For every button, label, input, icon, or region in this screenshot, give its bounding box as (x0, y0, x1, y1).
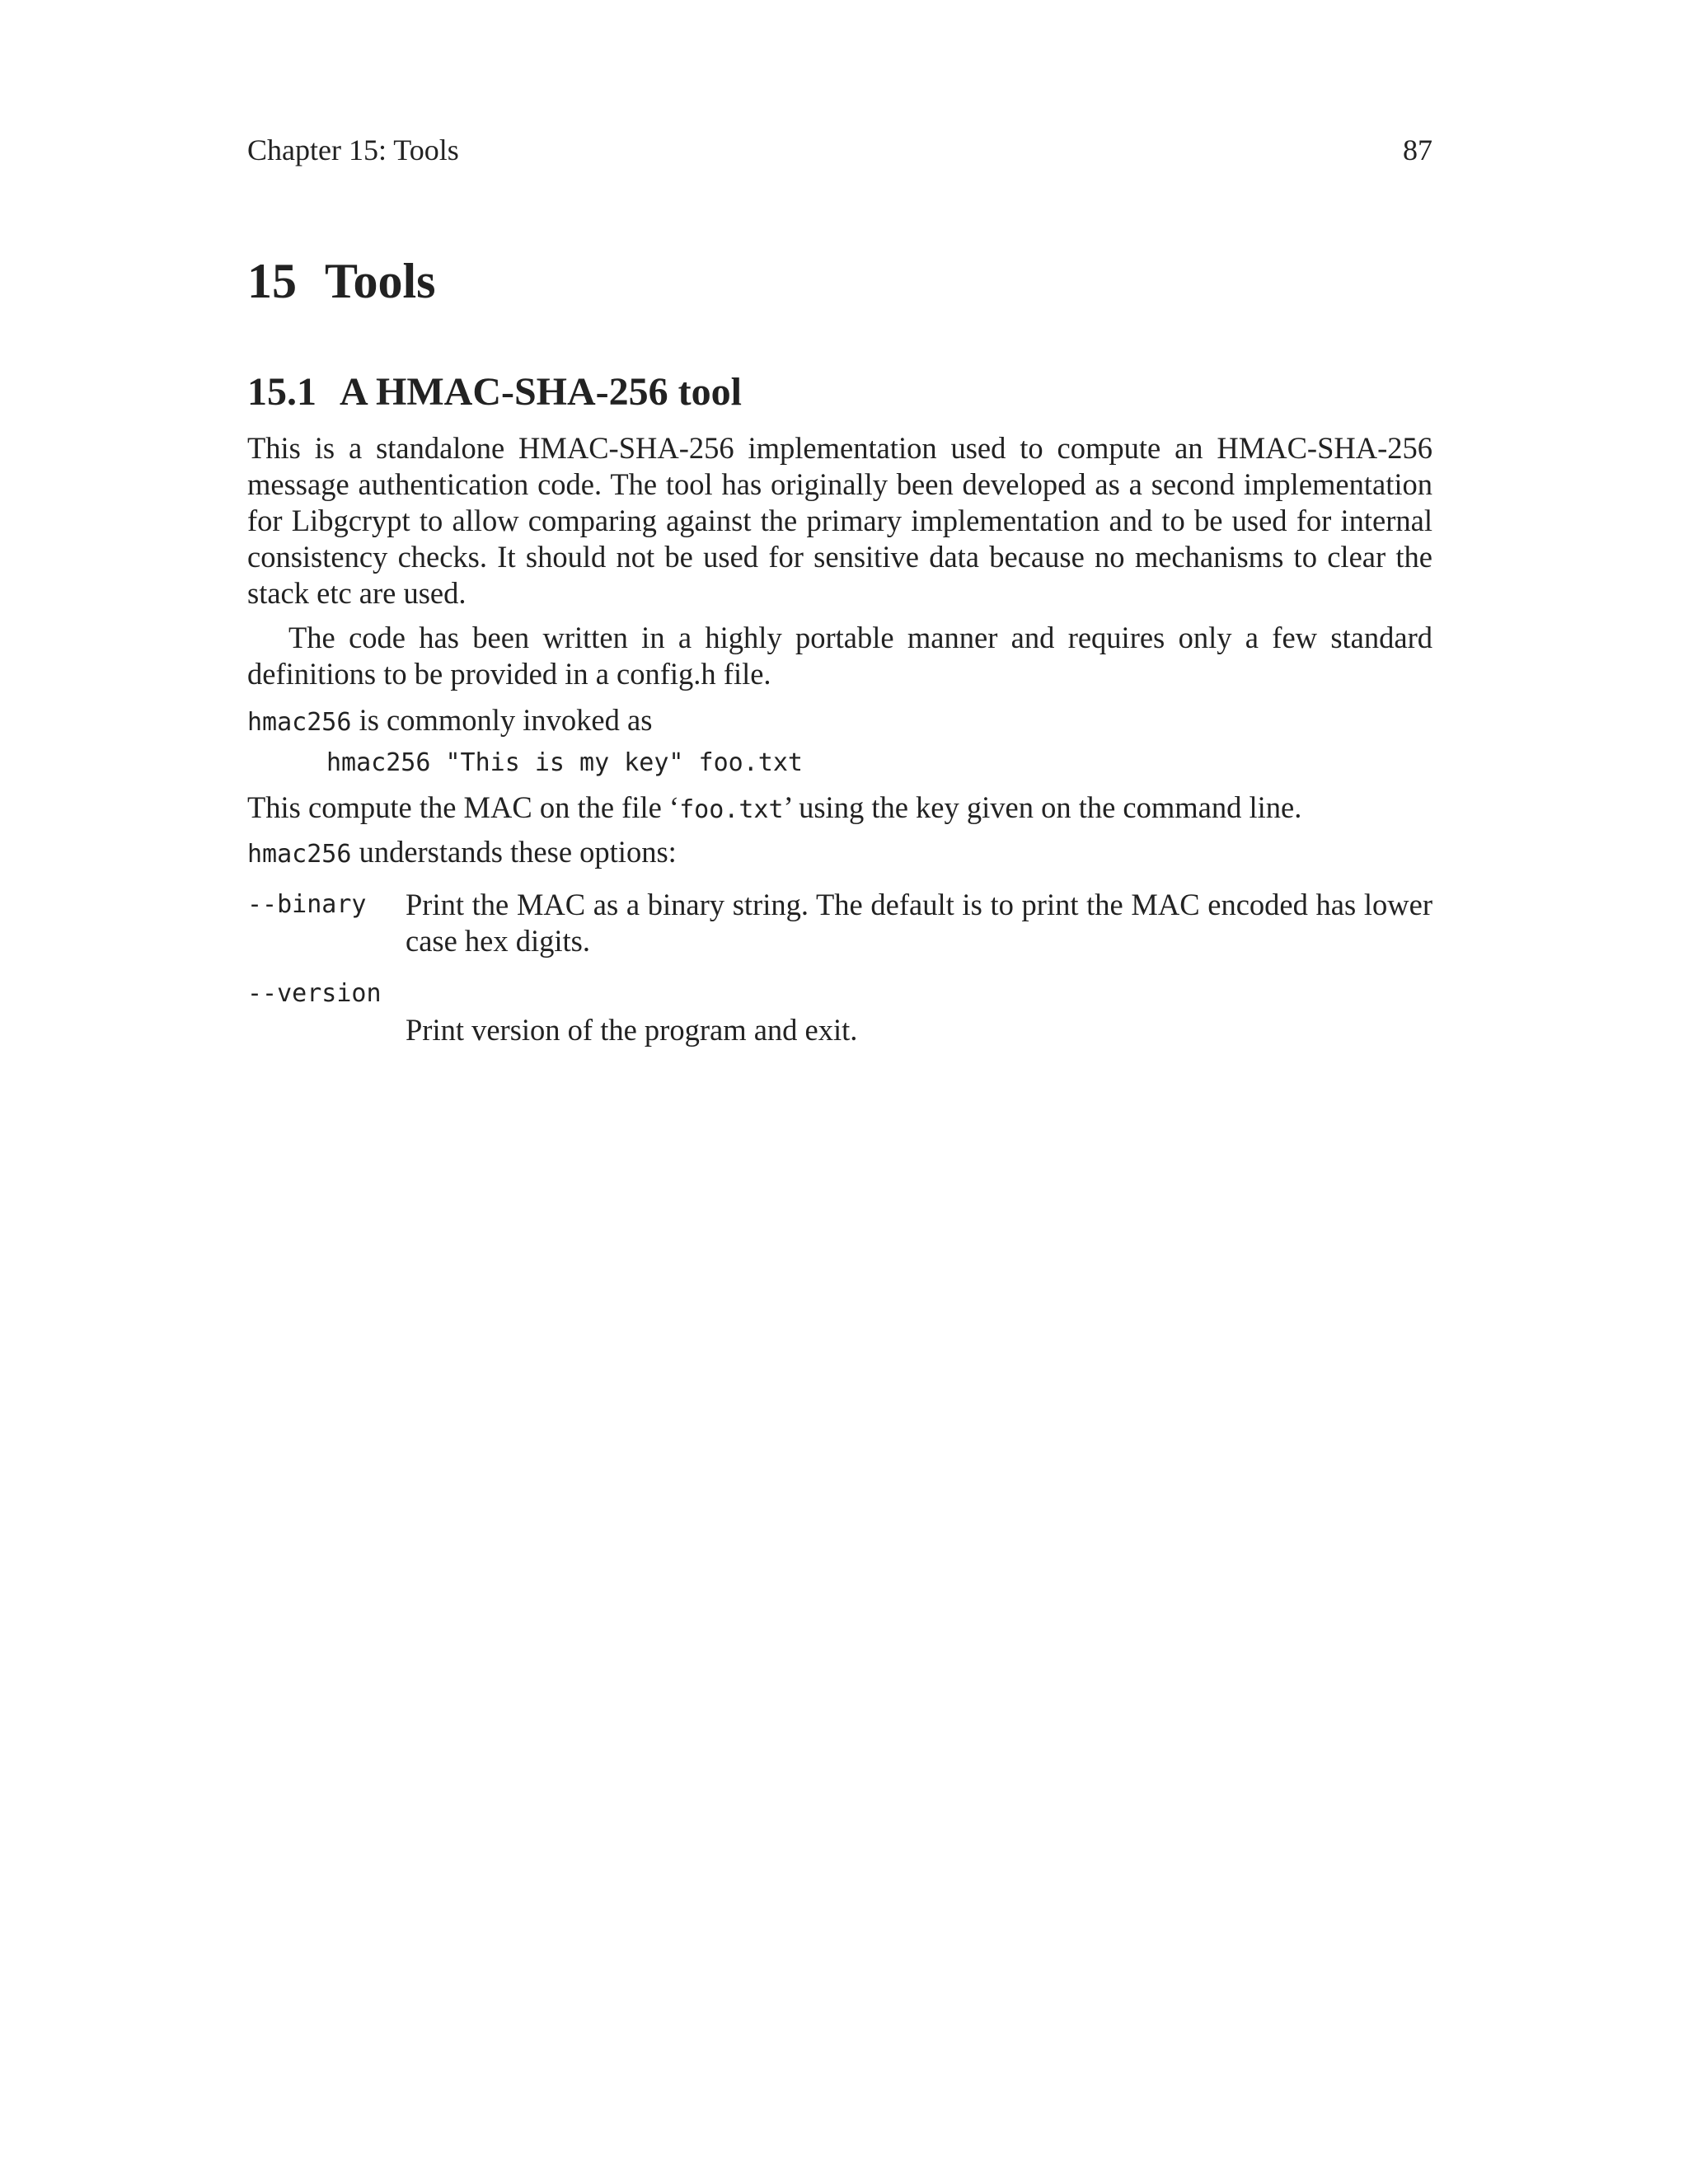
section-title-text: A HMAC-SHA-256 tool (340, 370, 742, 414)
section-number: 15.1 (247, 370, 316, 414)
intro-paragraph: This is a standalone HMAC-SHA-256 implementation used to compute an HMAC-SHA-256 message authentication code. The tool has originally been developed as a second implementation for Libgcrypt to allow comparing against the primary implementation and to be used for internal consistency checks. It should not be used for sensitive data because no mechanisms to clear the stack etc are used. (247, 431, 1432, 610)
chapter-title-text: Tools (325, 254, 436, 308)
chapter-title (247, 251, 436, 311)
mac-explanation-after: ’ using the key given on the command line. (783, 790, 1302, 824)
option-term-version: --version (247, 979, 382, 1008)
mac-explanation-paragraph (247, 790, 1432, 828)
options-intro-paragraph (247, 834, 1432, 873)
portability-paragraph: The code has been written in a highly portable manner and requires only a few standard definitions to be provided in a config.h file. (247, 621, 1432, 691)
option-description-version: Print version of the program and exit. (406, 1013, 858, 1047)
command-name: hmac256 (247, 708, 352, 737)
option-term-binary: --binary (247, 890, 367, 919)
running-header (247, 132, 1432, 168)
command-name: hmac256 (247, 840, 352, 869)
invocation-paragraph (247, 702, 1432, 741)
running-header-chapter: Chapter 15: Tools (247, 134, 459, 166)
file-name: foo.txt (679, 795, 784, 824)
section-title (247, 369, 742, 415)
invocation-text: is commonly invoked as (351, 703, 653, 737)
chapter-number: 15 (247, 254, 297, 308)
mac-explanation-before: This compute the MAC on the file ‘ (247, 790, 680, 824)
options-intro-text: understands these options: (351, 835, 677, 869)
page-number: 87 (1403, 134, 1432, 166)
example-command: hmac256 "This is my key" foo.txt (326, 748, 803, 777)
option-description-binary: Print the MAC as a binary string. The default is to print the MAC encoded has lower case hex digits. (406, 888, 1432, 958)
